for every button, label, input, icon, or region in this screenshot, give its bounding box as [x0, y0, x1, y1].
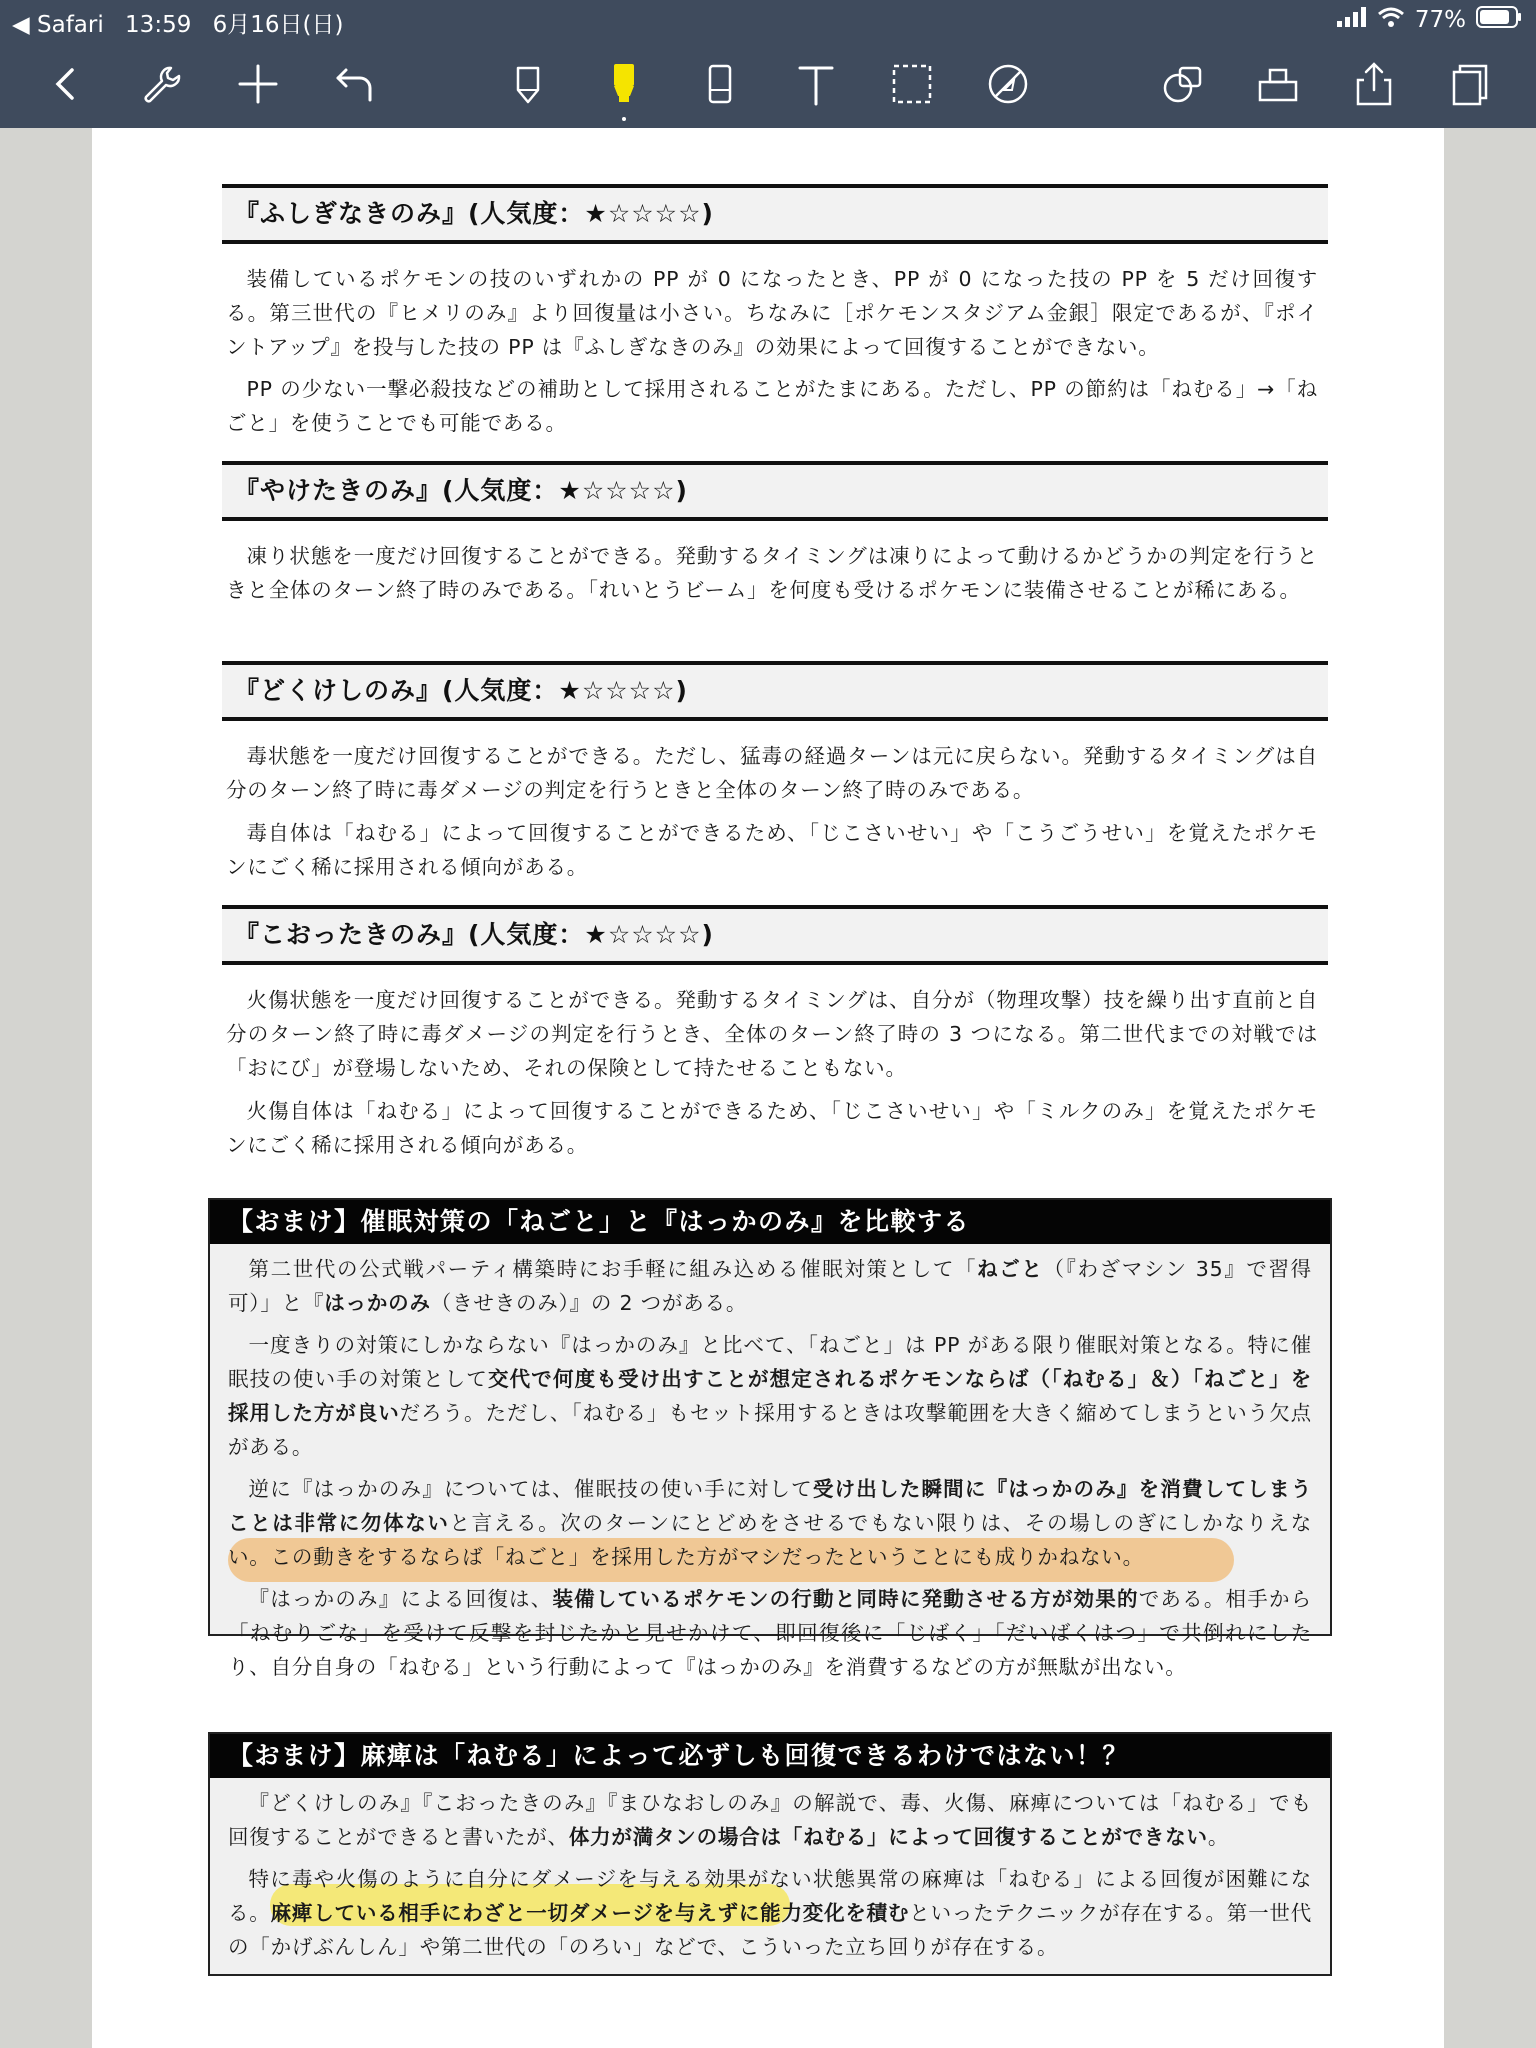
bonus-box-hakka-title: 【おまけ】催眠対策の「ねごと」と『はっかのみ』を比較する [210, 1200, 1330, 1244]
section-kootta-paragraph-2: 火傷自体は「ねむる」によって回復することができるため、「じこさいせい」や「ミルクのみ」を覚えたポケモンにごく稀に採用される傾向がある。 [226, 1099, 1318, 1157]
toolbar [0, 0, 1536, 128]
section-dokukeshi-paragraph-1: 毒状態を一度だけ回復することができる。ただし、猛毒の経過ターンは元に戻らない。発動するタイミングは自分のターン終了時に毒ダメージの判定を行うときと全体のターン終了時のみである。 [226, 744, 1318, 802]
disable-touch-icon[interactable] [978, 56, 1038, 112]
bonus-box-hakka [208, 1198, 1332, 1679]
bonus-box-mahi-title: 【おまけ】麻痺は「ねむる」によって必ずしも回復できるわけではない！？ [210, 1734, 1330, 1778]
eraser-icon[interactable] [690, 56, 750, 112]
section-yaketa-paragraph-1: 凍り状態を一度だけ回復することができる。発動するタイミングは凍りによって動けるかどうかの判定を行うときと全体のターン終了時のみである。「れいとうビーム」を何度も受けるポケモンに装備させることが稀にある。 [226, 544, 1318, 602]
bonus-box-mahi-paragraph-2: 特に毒や火傷のように自分にダメージを与える効果がない状態異常の麻痺は「ねむる」による回復が困難になる。麻痺している相手にわざと一切ダメージを与えずに能力変化を積むといったテクニックが存在する。第一世代の「かげぶんしん」や第二世代の「のろい」などで、こういった立ち回りが存在する。 [228, 1867, 1312, 1959]
status-bar-right [1337, 6, 1522, 34]
wifi-icon [1377, 6, 1405, 34]
status-date: 6月16日(日) [212, 12, 344, 38]
stamp-icon[interactable] [1248, 56, 1308, 112]
share-icon[interactable] [1344, 56, 1404, 112]
active-tool-indicator [622, 117, 626, 121]
status-time: 13:59 [125, 12, 192, 38]
back-icon[interactable] [36, 56, 96, 112]
battery-icon [1476, 6, 1522, 34]
status-bar-left [12, 6, 358, 39]
document-page [92, 128, 1444, 2048]
section-fushigi-paragraph-1: 装備しているポケモンの技のいずれかの PP が 0 になったとき、PP が 0 になった技の PP を 5 だけ回復する。第三世代の『ヒメリのみ』より回復量は小さい。ちなみに［ポケモンスタジアム金銀］限定であるが、『ポイントアップ』を投与した技の PP は『ふしぎなきのみ』の効果によって回復することができない。 [226, 267, 1318, 359]
bonus-box-hakka-paragraph-3: 逆に『はっかのみ』については、催眠技の使い手に対して受け出した瞬間に『はっかのみ』を消費してしまうことは非常に勿体ないと言える。次のターンにとどめをさせるでもない限りは、その場しのぎにしかなりえない。この動きをするならば「ねごと」を採用した方がマシだったということにも成りかねない。 [228, 1477, 1313, 1569]
battery-percent: 77% [1414, 7, 1466, 33]
section-title-kootta: 『こおったきのみ』(人気度：★☆☆☆☆) [222, 905, 1328, 965]
section-fushigi-paragraph-2: PP の少ない一撃必殺技などの補助として採用されることがたまにある。ただし、PP の節約は「ねむる」→「ねごと」を使うことでも可能である。 [226, 377, 1318, 435]
bonus-box-mahi-paragraph-1: 『どくけしのみ』『こおったきのみ』『まひなおしのみ』の解説で、毒、火傷、麻痺については「ねむる」でも回復することができると書いたが、体力が満タンの場合は「ねむる」によって回復することができない。 [228, 1791, 1312, 1849]
wrench-icon[interactable] [131, 56, 191, 112]
pages-icon[interactable] [1440, 56, 1500, 112]
pen-icon[interactable] [498, 56, 558, 112]
bonus-box-hakka-paragraph-2: 一度きりの対策にしかならない『はっかのみ』と比べて、「ねごと」は PP がある限り催眠対策となる。特に催眠技の使い手の対策として交代で何度も受け出すことが想定されるポケモンならば（「ねむる」＆）「ねごと」を採用した方が良いだろう。ただし、「ねむる」もセット採用するときは攻撃範囲を大きく縮めてしまうという欠点がある。 [228, 1333, 1312, 1459]
add-icon[interactable] [228, 56, 288, 112]
section-dokukeshi-paragraph-2: 毒自体は「ねむる」によって回復することができるため、「じこさいせい」や「こうごうせい」を覚えたポケモンにごく稀に採用される傾向がある。 [226, 821, 1318, 879]
bonus-box-mahi [208, 1732, 1332, 1976]
highlighter-icon[interactable] [594, 56, 654, 112]
text-icon[interactable] [786, 56, 846, 112]
section-title-fushigi: 『ふしぎなきのみ』(人気度：★☆☆☆☆) [222, 184, 1328, 244]
signal-icon [1337, 7, 1367, 33]
section-title-yaketa: 『やけたきのみ』(人気度：★☆☆☆☆) [222, 461, 1328, 521]
lasso-icon[interactable] [882, 56, 942, 112]
back-to-safari-link[interactable]: ◀ Safari [12, 12, 104, 38]
section-kootta-paragraph-1: 火傷状態を一度だけ回復することができる。発動するタイミングは、自分が（物理攻撃）技を繰り出す直前と自分のターン終了時に毒ダメージの判定を行うとき、全体のターン終了時の 3 つになる。第二世代までの対戦では「おにび」が登場しないため、それの保険として持たせることもない。 [226, 988, 1318, 1080]
bonus-box-hakka-paragraph-1: 第二世代の公式戦パーティ構築時にお手軽に組み込める催眠対策として「ねごと（『わざマシン 35』で習得可）」と『はっかのみ（きせきのみ）』の 2 つがある。 [228, 1257, 1312, 1315]
shapes-icon[interactable] [1152, 56, 1212, 112]
section-title-dokukeshi: 『どくけしのみ』(人気度：★☆☆☆☆) [222, 661, 1328, 721]
undo-icon[interactable] [324, 56, 384, 112]
bonus-box-hakka-paragraph-4: 『はっかのみ』による回復は、装備しているポケモンの行動と同時に発動させる方が効果的である。相手から「ねむりごな」を受けて反撃を封じたかと見せかけて、即回復後に「じばく」「だいばくはつ」で共倒れにしたり、自分自身の「ねむる」という行動によって『はっかのみ』を消費するなどの方が無駄が出ない。 [228, 1587, 1312, 1679]
